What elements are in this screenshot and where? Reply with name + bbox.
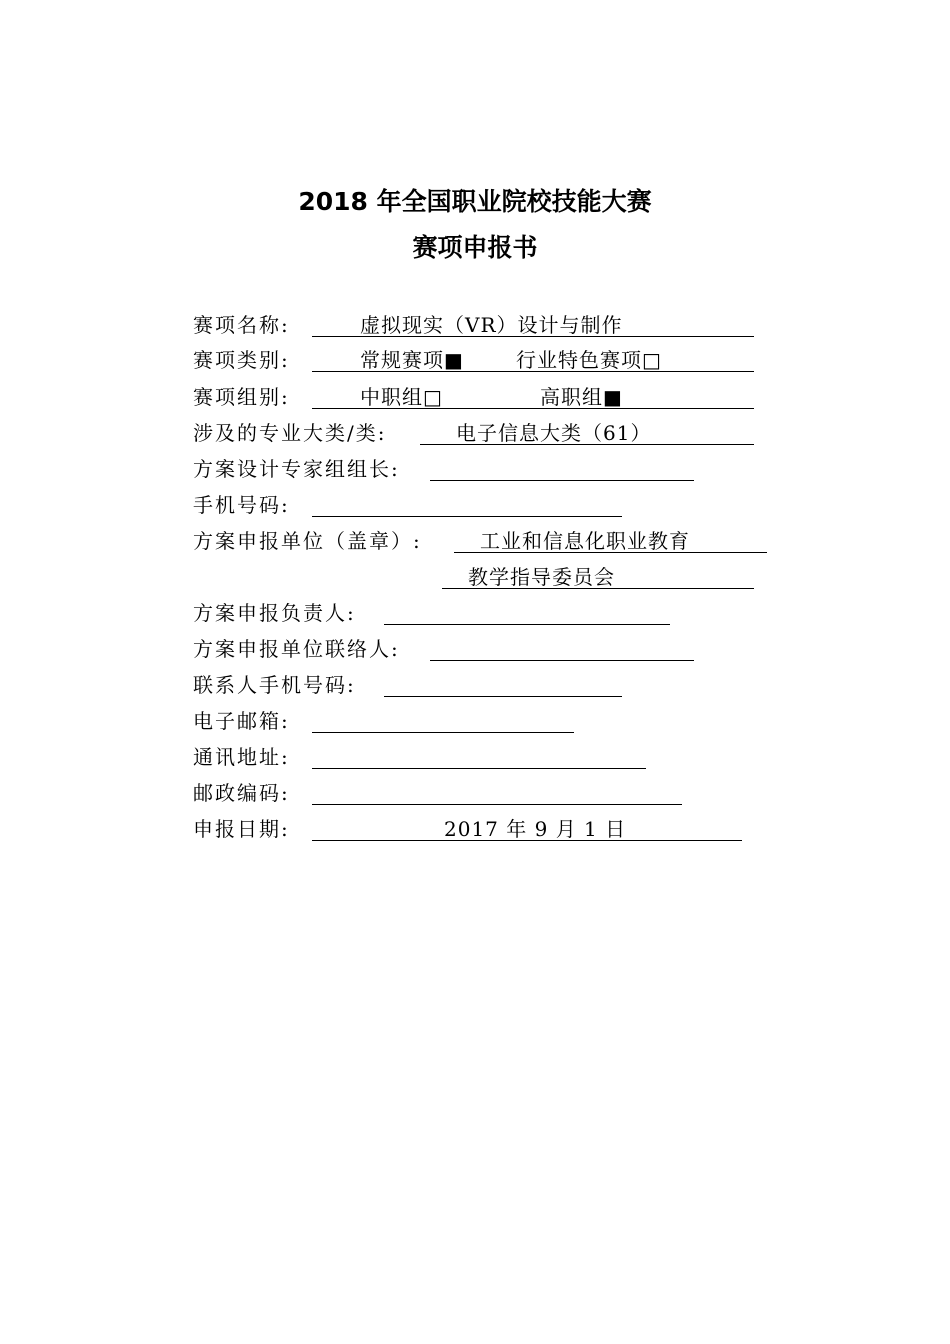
address-underline	[312, 768, 646, 769]
group-secondary-option: 中职组□	[360, 385, 443, 409]
contact-label: 方案申报单位联络人:	[193, 637, 400, 661]
responsible-underline	[384, 624, 670, 625]
group-higher-option: 高职组■	[540, 385, 623, 409]
unit-label: 方案申报单位（盖章）:	[193, 529, 422, 553]
leader-label: 方案设计专家组组长:	[193, 457, 400, 481]
category-special-option: 行业特色赛项□	[516, 348, 662, 372]
postcode-label: 邮政编码:	[193, 781, 290, 805]
date-value: 2017 年 9 月 1 日	[444, 817, 627, 841]
contact-mobile-underline	[384, 696, 622, 697]
document-subtitle: 赛项申报书	[412, 233, 538, 262]
email-underline	[312, 732, 574, 733]
name-value: 虚拟现实（VR）设计与制作	[360, 313, 623, 337]
major-value: 电子信息大类（61）	[456, 421, 652, 445]
unit-value-line2: 教学指导委员会	[468, 565, 615, 589]
major-label: 涉及的专业大类/类:	[193, 421, 387, 445]
unit-value-line1: 工业和信息化职业教育	[480, 529, 690, 553]
category-regular-option: 常规赛项■	[360, 348, 464, 372]
group-label: 赛项组别:	[193, 385, 290, 409]
document-title: 2018 年全国职业院校技能大赛	[298, 187, 652, 216]
mobile-underline	[312, 516, 622, 517]
mobile-label: 手机号码:	[193, 493, 290, 517]
responsible-label: 方案申报负责人:	[193, 601, 356, 625]
email-label: 电子邮箱:	[193, 709, 290, 733]
category-label: 赛项类别:	[193, 348, 290, 372]
contact-underline	[430, 660, 694, 661]
name-label: 赛项名称:	[193, 313, 290, 337]
date-label: 申报日期:	[193, 817, 290, 841]
contact-mobile-label: 联系人手机号码:	[193, 673, 356, 697]
address-label: 通讯地址:	[193, 745, 290, 769]
leader-underline	[430, 480, 694, 481]
postcode-underline	[312, 804, 682, 805]
